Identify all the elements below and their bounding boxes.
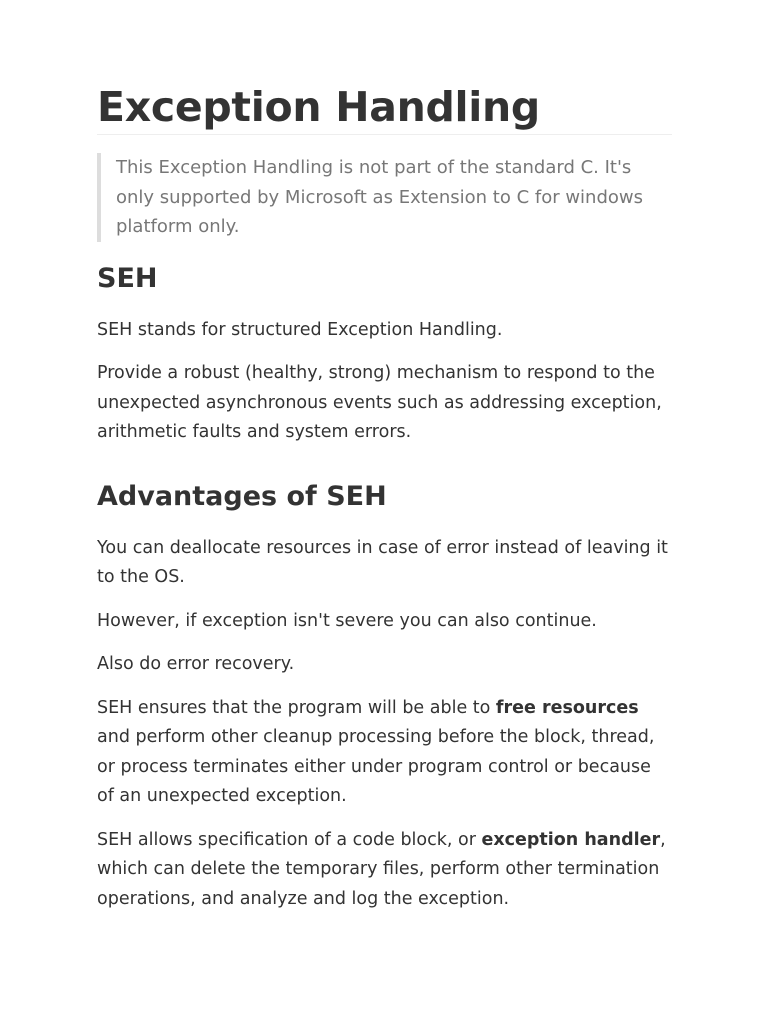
text-run: SEH allows specification of a code block, or <box>97 829 482 850</box>
page-title: Exception Handling <box>97 80 672 135</box>
note-blockquote: This Exception Handling is not part of the standard C. It's only supported by Microsoft as Extension to C for windows platform only. <box>97 153 672 242</box>
paragraph: However, if exception isn't severe you can also continue. <box>97 610 597 631</box>
paragraph: Provide a robust (healthy, strong) mechanism to respond to the unexpected asynchronous events such as addressing exception, arithmetic faults and system errors. <box>97 363 662 442</box>
paragraph-exception-handler <box>97 826 672 915</box>
section-heading-seh: SEH <box>97 262 158 294</box>
paragraph-free-resources <box>97 694 672 812</box>
bold-text: free resources <box>495 697 639 718</box>
paragraph: You can deallocate resources in case of error instead of leaving it to the OS. <box>97 537 668 587</box>
text-run: SEH ensures that the program will be able to <box>97 697 496 718</box>
section-heading-advantages: Advantages of SEH <box>97 480 387 512</box>
document-page <box>97 80 672 914</box>
paragraph: Also do error recovery. <box>97 654 295 674</box>
paragraph: SEH stands for structured Exception Handling. <box>97 319 503 340</box>
bold-text: exception handler <box>481 829 661 850</box>
text-run: and perform other cleanup processing before the block, thread, or process terminates either under program control or because of an unexpected exception. <box>97 727 655 806</box>
text-run: , which can delete the temporary files, perform other termination operations, and analyze and log the exception. <box>97 829 666 909</box>
